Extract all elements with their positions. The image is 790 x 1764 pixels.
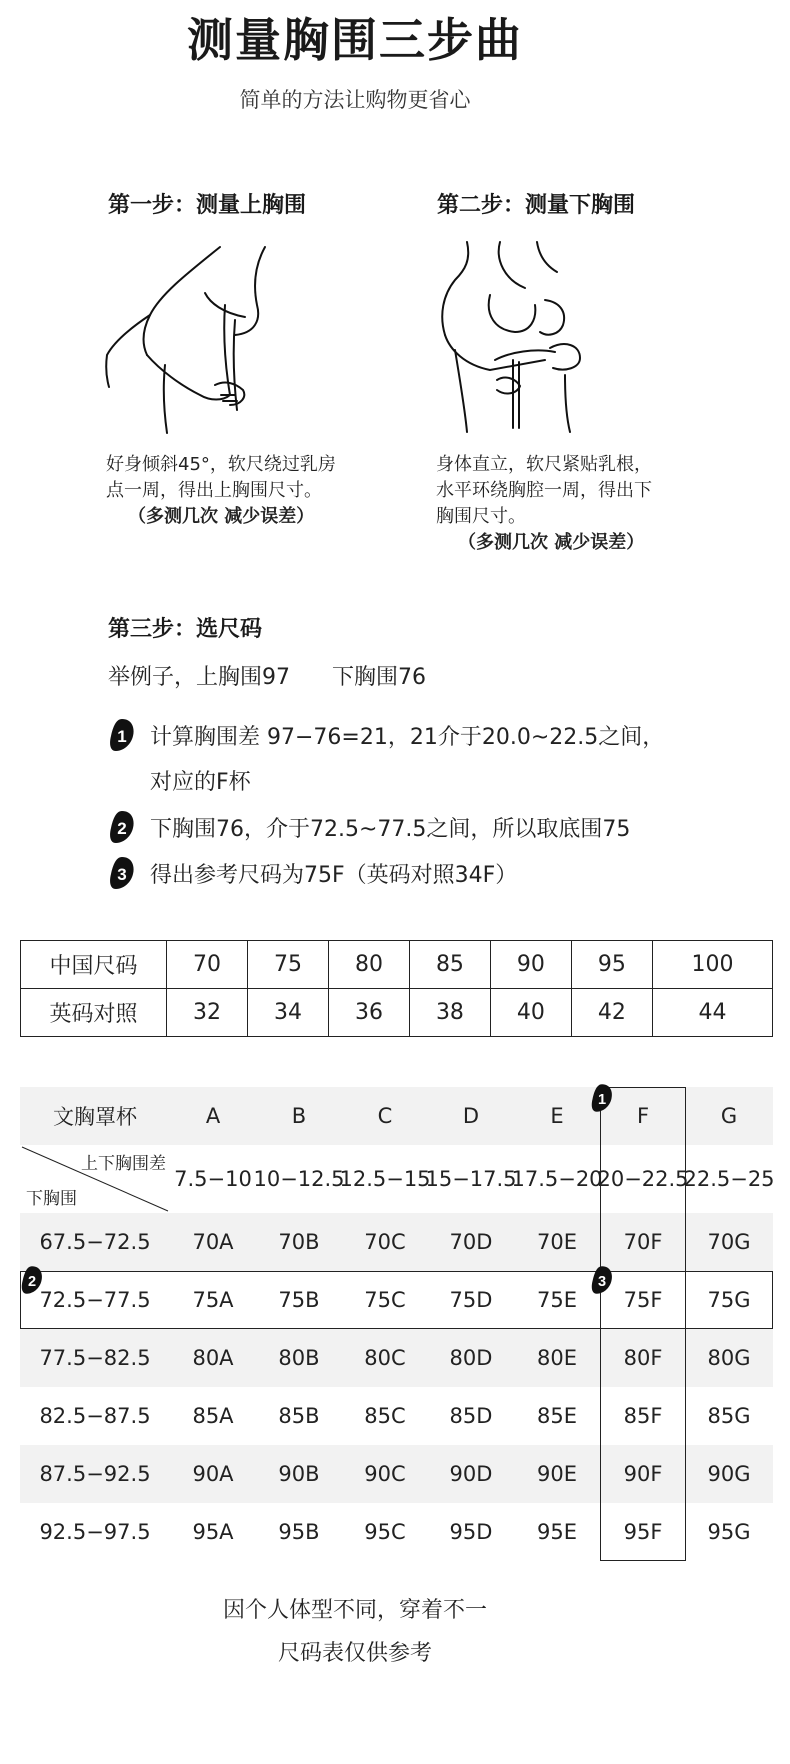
step1-heading: 第一步：测量上胸围 (108, 193, 307, 218)
badge-2-icon (108, 810, 136, 844)
step3-heading: 第三步：选尺码 (108, 617, 263, 642)
table-badge-3-icon (590, 1265, 614, 1295)
step2-desc: 身体直立，软尺紧贴乳根， 水平环绕胸腔一周，得出下 胸围尺寸。 （多测几次 减少误差） (436, 454, 652, 553)
table-row: 92.5−97.5 95A 95B 95C 95D 95E 95F 95G (39, 1520, 751, 1544)
under-bust-illustration (435, 240, 610, 435)
page-title: 测量胸围三步曲 (187, 13, 523, 67)
table-row: 67.5−72.5 70A 70B 70C 70D 70E 70F 70G (20, 1213, 773, 1271)
badge-3-icon (108, 856, 136, 890)
table-row: 77.5−82.5 80A 80B 80C 80D 80E 80F 80G (20, 1329, 773, 1387)
page-subtitle: 简单的方法让购物更省心 (239, 88, 471, 112)
table-badge-1-icon (590, 1083, 614, 1113)
svg-text:1: 1 (597, 1092, 607, 1108)
step2-heading: 第二步：测量下胸围 (437, 193, 636, 218)
svg-text:2: 2 (117, 819, 127, 838)
svg-text:1: 1 (117, 727, 127, 746)
svg-text:2: 2 (27, 1274, 37, 1290)
footer-line-1: 因个人体型不同，穿着不一 (222, 1598, 487, 1623)
step3-point-3: 得出参考尺码为75F（英码对照34F） (150, 863, 518, 888)
footer-line-2: 尺码表仅供参考 (277, 1641, 432, 1666)
table-row: 82.5−87.5 85A 85B 85C 85D 85E 85F 85G (39, 1404, 751, 1428)
svg-text:3: 3 (597, 1274, 607, 1290)
step3-point-2: 下胸围76，介于72.5~77.5之间，所以取底围75 (150, 817, 631, 842)
row-75-highlight (20, 1271, 773, 1329)
table-row: 英码对照 32 34 36 38 40 42 44 (21, 989, 773, 1037)
step1-desc: 好身倾斜45°，软尺绕过乳房 点一周，得出上胸围尺寸。 （多测几次 减少误差） (106, 454, 336, 527)
cup-diff-row: 上下胸围差 下胸围 7.5−10 10−12.5 12.5−15 15−17.5 17.5−20 20−22.5 22.5−25 (20, 1145, 773, 1213)
step3-point-1: 计算胸围差 97−76=21，21介于20.0~22.5之间， 对应的F杯 (150, 725, 665, 795)
table-row: 87.5−92.5 90A 90B 90C 90D 90E 90F 90G (20, 1445, 773, 1503)
diagonal-header-cell: 上下胸围差 下胸围 (20, 1145, 170, 1213)
table-row: 中国尺码 70 75 80 85 90 95 100 (21, 941, 773, 989)
table-badge-2-icon (20, 1265, 44, 1295)
svg-text:3: 3 (117, 865, 127, 884)
cup-header-row: 文胸罩杯 A B C D E F G (20, 1087, 773, 1145)
upper-bust-illustration (105, 245, 275, 435)
badge-1-icon (108, 718, 136, 752)
table-row: 72.5−77.5 75A 75B 75C 75D 75E 75F 75G (39, 1288, 751, 1312)
step3-example: 举例子，上胸围97 下胸围76 (108, 665, 426, 690)
size-conversion-table (20, 940, 773, 1037)
